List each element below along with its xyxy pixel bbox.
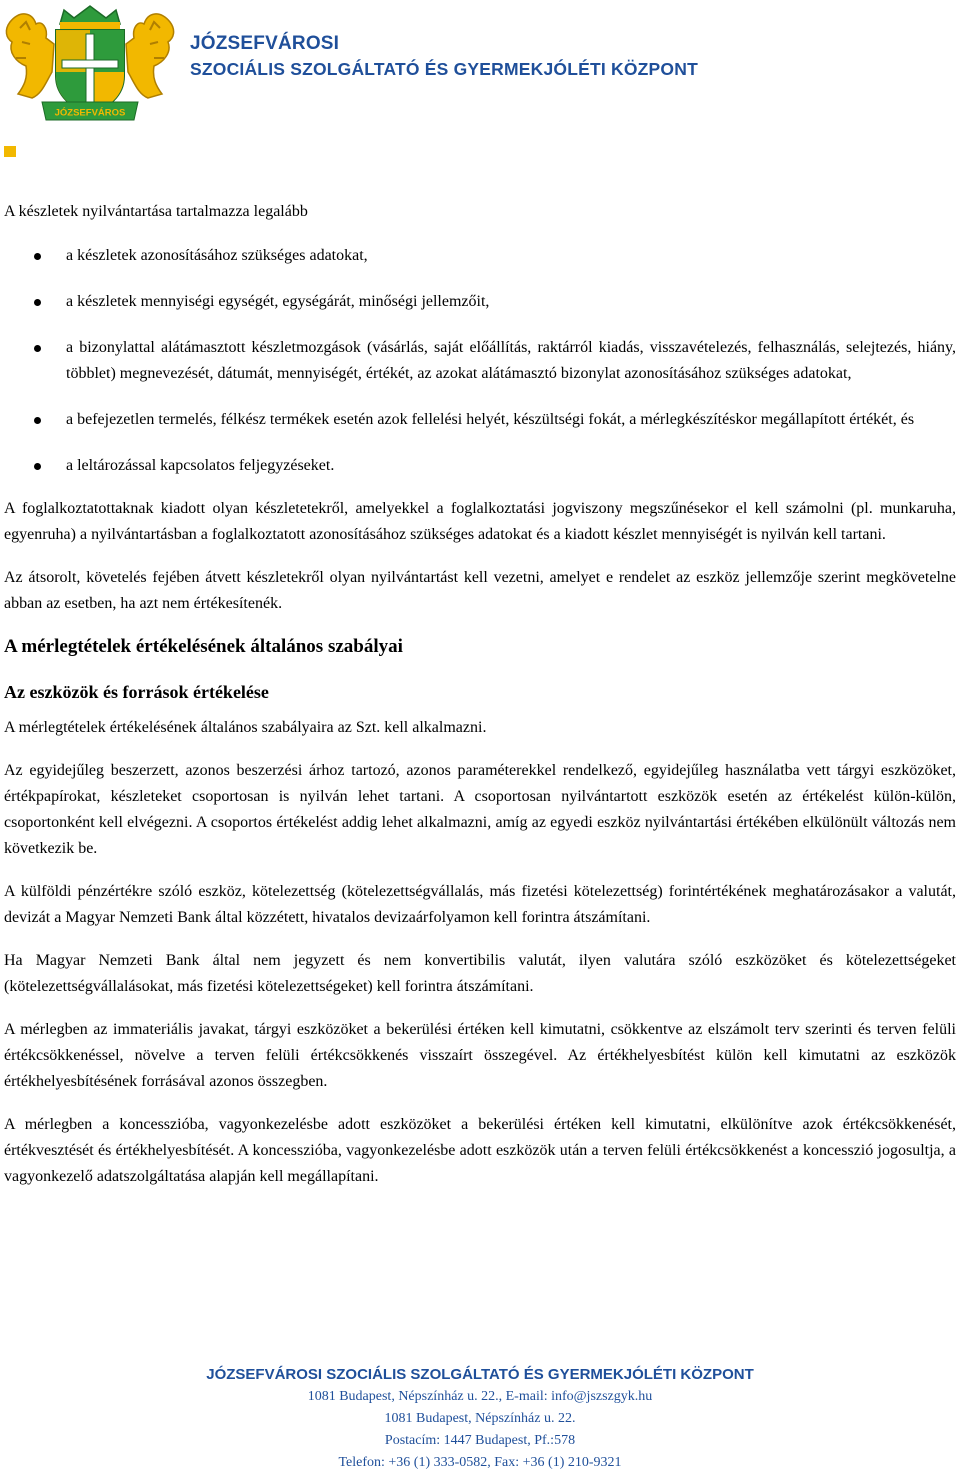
footer-org-name: JÓZSEFVÁROSI SZOCIÁLIS SZOLGÁLTATÓ ÉS GYERMEKJÓLÉTI KÖZPONT <box>206 1366 754 1383</box>
list-item: a készletek mennyiségi egységét, egységárát, minőségi jellemzőit, <box>4 289 956 315</box>
letterhead <box>0 0 960 160</box>
section-heading: A mérlegtételek értékelésének általános szabályai <box>4 636 403 657</box>
paragraph-foreign: A külföldi pénzértékre szóló eszköz, kötelezettség (kötelezettségvállalás, más fizetési kötelezettség) forintértékének meghatározásakor a valutát, devizát a Magyar Nemzeti Bank által közzétett, hivatalos devizaárfolyamon kell forintra átszámítani. <box>4 883 956 926</box>
subsection-heading: Az eszközök és források értékelése <box>4 682 269 702</box>
list-item: a készletek azonosításához szükséges adatokat, <box>4 243 956 269</box>
footer <box>0 1360 960 1477</box>
footer-phone: Telefon: +36 (1) 333-0582, Fax: +36 (1) 210-9321 <box>338 1455 622 1470</box>
logo-text: JÓZSEFVÁROS <box>54 107 126 119</box>
footer-address-email: 1081 Budapest, Népszínház u. 22., E-mail: info@jszszgyk.hu <box>307 1389 653 1404</box>
paragraph-employee: A foglalkoztatottaknak kiadott olyan készletetekről, amelyekkel a foglalkoztatási jogviszony megszűnésekor el kell számolni (pl. munkaruha, egyenruha) a nyilvántartásban a foglalkoztatott azonosításához szükséges adatokat és a kiadott készlet mennyiségét is nyilván kell tartani. <box>4 500 956 543</box>
bullet-list <box>4 243 956 479</box>
paragraph-nonconvertible: Ha Magyar Nemzeti Bank által nem jegyzett és nem konvertibilis valutát, ilyen valutára szóló eszközöket és kötelezettségeket (kötelezettségvállalásokat, más fizetési kötelezettségeket) kell forintra átszámítani. <box>4 952 956 995</box>
decorative-square <box>4 146 16 157</box>
paragraph-intangible: A mérlegben az immateriális javakat, tárgyi eszközöket a bekerülési értéken kell kimutatni, csökkentve az elszámolt terv szerinti és terven felüli értékcsökkenéssel, növelve a terven felüli értékcsökkenés visszaírt összegével. Az értékhelyesbítést külön kell kimutatni az eszközök értékhelyesbítésének forrásával azonos összegben. <box>4 1021 956 1090</box>
footer-address: 1081 Budapest, Népszínház u. 22. <box>384 1411 576 1426</box>
paragraph-group: Az egyidejűleg beszerzett, azonos beszerzési árhoz tartozó, azonos paraméterekkel rendelkező, egyidejűleg használatba vett tárgyi eszközöket, értékpapírokat, készleteket csoportosan is nyilván lehet tartani. A csoportosan nyilvántartott eszközök esetén az értékelést külön-külön, csoportonként kell elvégezni. A csoportos értékelést addig lehet alkalmazni, amíg az egyedi eszköz nyilvántartási értékében elkülönült változás nem következik be. <box>4 762 956 857</box>
org-name-line1: JÓZSEFVÁROSI <box>190 33 340 54</box>
list-item: a bizonylattal alátámasztott készletmozgások (vásárlás, saját előállítás, raktárról kiadás, visszavételezés, felhasználás, selejtezés, hiány, többlet) megnevezését, dátumát, mennyiségét, értékét, az azokat alátámasztó bizonylat azonosításához szükséges adatokat, <box>4 335 956 387</box>
footer-postal: Postacím: 1447 Budapest, Pf.:578 <box>384 1433 576 1448</box>
paragraph-concession: A mérlegben a koncesszióba, vagyonkezelésbe adott eszközöket a bekerülési értéken kell kimutatni, elkülönítve azok értékcsökkenését, értékvesztését és értékhelyesbítését. A koncesszióba, vagyonkezelésbe adott eszközök után a terven felüli értékcsökkenést a koncesszió jogosultja, a vagyonkezelő adatszolgáltatása alapján kell megállapítani. <box>4 1116 956 1185</box>
list-item: a leltározással kapcsolatos feljegyzéseket. <box>4 453 956 479</box>
org-name-line2: SZOCIÁLIS SZOLGÁLTATÓ ÉS GYERMEKJÓLÉTI KÖZPONT <box>190 59 698 79</box>
paragraph-general: A mérlegtételek értékelésének általános szabályaira az Szt. kell alkalmazni. <box>4 719 487 736</box>
coat-of-arms-icon <box>2 2 178 124</box>
paragraph-claims: Az átsorolt, követelés fejében átvett készletekről olyan nyilvántartást kell vezetni, amelyet e rendelet az eszköz jellemzője szerint megkövetelne abban az esetben, ha azt nem értékesítenék. <box>4 569 956 612</box>
intro-text: A készletek nyilvántartása tartalmazza legalább <box>4 203 308 220</box>
list-item: a befejezetlen termelés, félkész termékek esetén azok fellelési helyét, készültségi fokát, a mérlegkészítéskor megállapított értékét, és <box>4 407 956 433</box>
document-body <box>4 199 956 1207</box>
